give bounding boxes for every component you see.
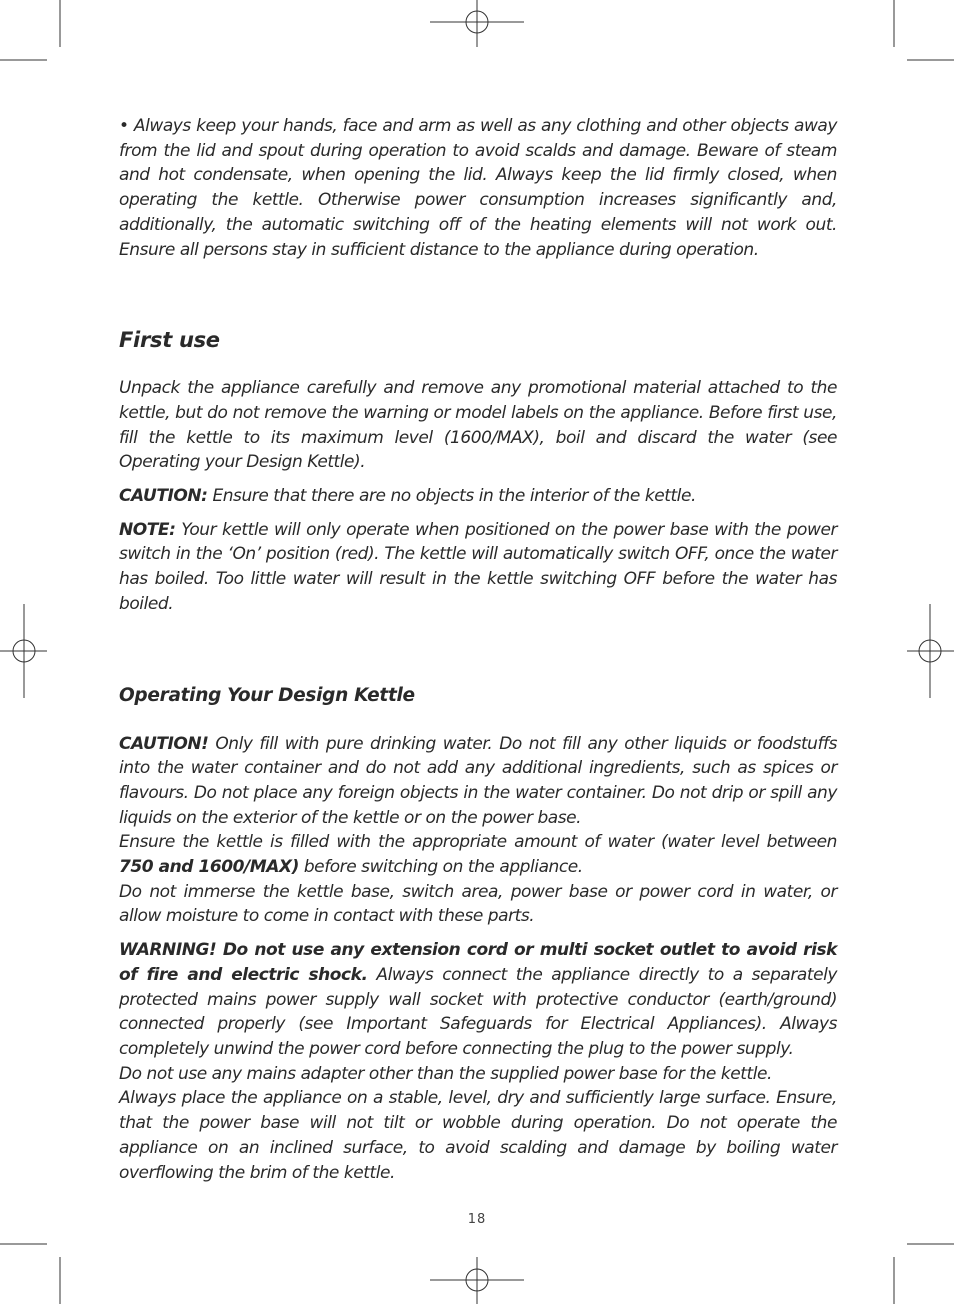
first-use-intro: Unpack the appliance carefully and remove any promotional material attached to the kettle, but do not remove the warning or model labels on the appliance. Before first use, fill the kettle to its maximum level (1600/MAX), boil and discard the water (see Operating your Design Kettle).: [119, 378, 837, 473]
caution-label: CAUTION:: [119, 486, 208, 507]
operating-heading: Operating Your Design Kettle: [119, 684, 415, 706]
registration-mark-top: [430, 0, 524, 47]
note-label: NOTE:: [119, 519, 176, 540]
operating-immerse-warning: Do not immerse the kettle base, switch area, power base or power cord in water, or allow moisture to come in contact with these parts.: [119, 881, 837, 927]
registration-mark-right: [907, 604, 954, 698]
registration-mark-left: [0, 604, 47, 698]
warning-label: WARNING! Do not use any extension cord or multi socket outlet to avoid risk of fire and electric shock.: [119, 940, 837, 985]
operating-fill-instruction: Ensure the kettle is filled with the appropriate amount of water (water level between 750 and 1600/MAX) before switching on the appliance.: [119, 832, 837, 878]
page-number: 18: [467, 1212, 487, 1227]
water-level-range: 750 and 1600/MAX): [119, 857, 299, 878]
first-use-caution: CAUTION: Ensure that there are no objects in the interior of the kettle.: [119, 486, 696, 507]
operating-surface-note: Always place the appliance on a stable, level, dry and sufficiently large surface. Ensure, that the power base will not tilt or wobble during operation. Do not operate the appliance on an inclined surface, to avoid scalding and damage by boiling water overflowing the brim of the kettle.: [119, 1088, 837, 1183]
caution-label: CAUTION!: [119, 733, 209, 754]
page-content: [119, 114, 837, 1185]
operating-caution: CAUTION! Only fill with pure drinking water. Do not fill any other liquids or foodstuffs into the water container and do not add any additional ingredients, such as spices or flavours. Do not place any foreign objects in the water container. Do not drip or spill any liquids on the exterior of the kettle or on the power base.: [119, 733, 837, 828]
first-use-heading: First use: [119, 328, 220, 353]
operating-warning: WARNING! Do not use any extension cord or multi socket outlet to avoid risk of fire and electric shock. Always connect the appliance directly to a separately protected mains power supply wall socket with protective conductor (earth/ground) connected properly (see Important Safeguards for Electrical Appliances). Always completely unwind the power cord before connecting the plug to the power supply.: [119, 940, 837, 1059]
operating-adapter-note: Do not use any mains adapter other than the supplied power base for the kettle.: [119, 1063, 772, 1084]
safety-paragraph: • Always keep your hands, face and arm as well as any clothing and other objects away from the lid and spout during operation to avoid scalds and damage. Beware of steam and hot condensate, when opening the lid. Always keep the lid firmly closed, when operating the kettle. Otherwise power consumption increases significantly and, additionally, the automatic switching off of the heating elements will not work out. Ensure all persons stay in sufficient distance to the appliance during operation.: [119, 116, 837, 260]
registration-mark-bottom: [430, 1257, 524, 1304]
first-use-note: NOTE: Your kettle will only operate when positioned on the power base with the power switch in the ‘On’ position (red). The kettle will automatically switch OFF, once the water has boiled. Too little water will result in the kettle switching OFF before the water has boiled.: [119, 519, 837, 614]
